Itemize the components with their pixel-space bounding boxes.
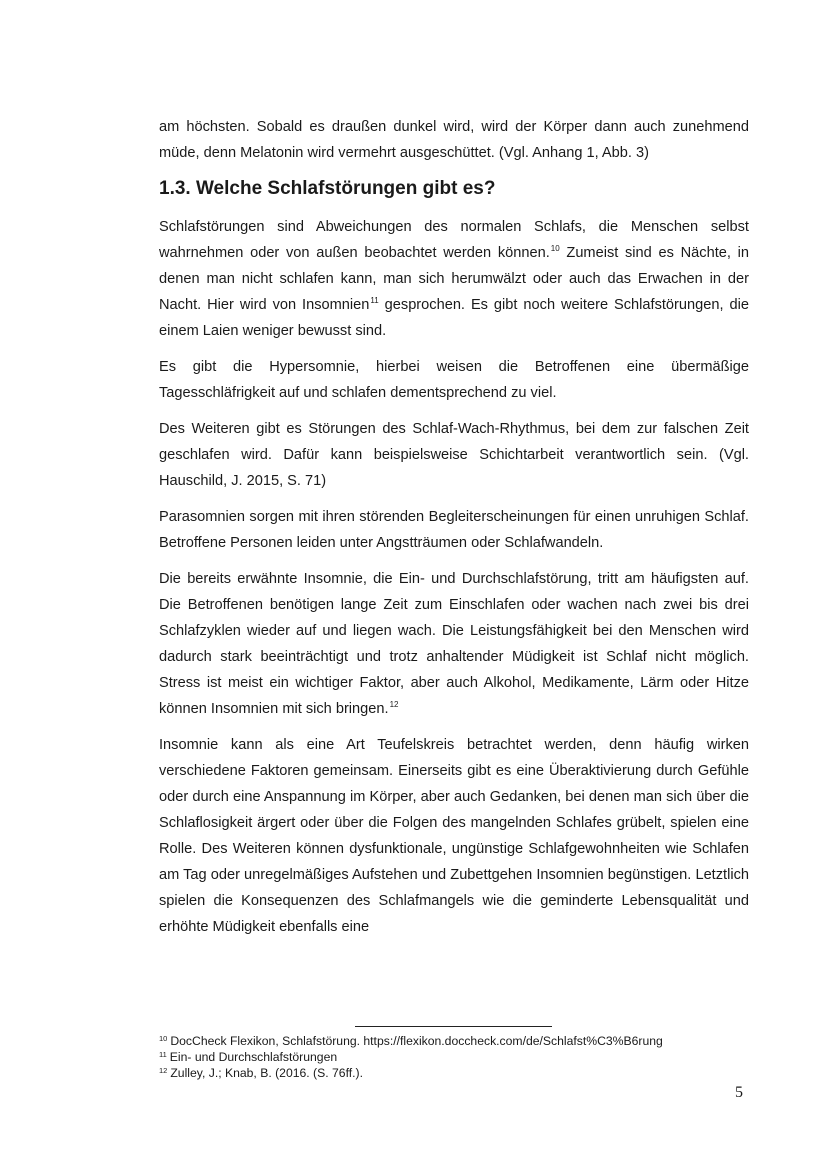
footnote-12	[159, 1065, 759, 1081]
paragraph-1-text-a: Schlafstörungen sind Abweichungen des normalen Schlafs, die Menschen selbst wahrnehmen oder von außen beobachtet werden können.	[159, 219, 749, 261]
footnote-separator	[355, 1026, 552, 1027]
footnotes	[159, 1033, 759, 1081]
footnote-ref-11[interactable]: 11	[370, 296, 379, 305]
footnote-number: 11	[159, 1050, 167, 1059]
paragraph-6-text: Insomnie kann als eine Art Teufelskreis betrachtet werden, denn häufig wirken verschiedene Faktoren gemeinsam. Einerseits gibt es eine Überaktivierung durch Gefühle oder durch eine Anspannung im Körper, aber auch Gedanken, bei denen man sich über die Schlaflosigkeit ärgert oder über die Folgen des mangelnden Schlafes grübelt, spielen eine Rolle. Des Weiteren können dysfunktionale, ungünstige Schlafgewohnheiten wie Schlafen am Tag oder unregelmäßiges Aufstehen und Zubettgehen Insomnien begünstigen. Letztlich spielen die Konsequenzen des Schlafmangels wie die geminderte Lebensqualität und erhöhte Müdigkeit ebenfalls eine	[159, 737, 749, 935]
paragraph-1-text-b: Zumeist sind es Nächte, in denen man nicht schlafen kann, man sich herumwälzt oder auch das Erwachen in der Nacht. Hier wird von Insomnien	[159, 245, 749, 313]
section-heading: 1.3. Welche Schlafstörungen gibt es?	[159, 178, 496, 199]
paragraph-2-text: Es gibt die Hypersomnie, hierbei weisen die Betroffenen eine übermäßige Tagesschläfrigkeit auf und schlafen dementsprechend zu viel.	[159, 359, 749, 401]
paragraph-5-text: Die bereits erwähnte Insomnie, die Ein- und Durchschlafstörung, tritt am häufigsten auf. Die Betroffenen benötigen lange Zeit zum Einschlafen oder wachen nach zwei bis drei Schlafzyklen wieder auf und liegen wach. Die Leistungsfähigkeit bei den Menschen wird dadurch stark beeinträchtigt und trotz anhaltender Müdigkeit ist Schlaf nicht möglich. Stress ist meist ein wichtiger Faktor, aber auch Alkohol, Medikamente, Lärm oder Hitze können Insomnien mit sich bringen.	[159, 571, 749, 717]
footnote-number: 12	[159, 1066, 168, 1075]
footnote-11	[159, 1049, 759, 1065]
footnote-text: Zulley, J.; Knab, B. (2016. (S. 76ff.).	[170, 1066, 363, 1080]
footnote-text: Ein- und Durchschlafstörungen	[169, 1050, 338, 1064]
footnote-text: DocCheck Flexikon, Schlafstörung. https://flexikon.doccheck.com/de/Schlafst%C3%B6rung	[170, 1034, 663, 1048]
paragraph-1	[159, 214, 749, 344]
paragraph-3-text: Des Weiteren gibt es Störungen des Schlaf-Wach-Rhythmus, bei dem zur falschen Zeit geschlafen wird. Dafür kann beispielsweise Schichtarbeit verantwortlich sein. (Vgl. Hauschild, J. 2015, S. 71)	[159, 421, 749, 489]
paragraph-4-text: Parasomnien sorgen mit ihren störenden Begleiterscheinungen für einen unruhigen Schlaf. Betroffene Personen leiden unter Angstträumen oder Schlafwandeln.	[159, 509, 749, 551]
body-text	[159, 114, 749, 950]
paragraph-2	[159, 354, 749, 406]
paragraph-0-text: am höchsten. Sobald es draußen dunkel wird, wird der Körper dann auch zunehmend müde, denn Melatonin wird vermehrt ausgeschüttet. (Vgl. Anhang 1, Abb. 3)	[159, 119, 749, 161]
footnote-ref-12[interactable]: 12	[389, 700, 399, 709]
paragraph-3	[159, 416, 749, 494]
footnote-10	[159, 1033, 759, 1049]
paragraph-1-text-c: gesprochen. Es gibt noch weitere Schlafstörungen, die einem Laien weniger bewusst sind.	[159, 297, 749, 339]
footnote-number: 10	[159, 1034, 168, 1043]
paragraph-4	[159, 504, 749, 556]
paragraph-6	[159, 732, 749, 940]
paragraph-5	[159, 566, 749, 722]
footnote-ref-10[interactable]: 10	[550, 244, 560, 253]
page-number: 5	[735, 1084, 743, 1101]
paragraph-0	[159, 114, 749, 166]
